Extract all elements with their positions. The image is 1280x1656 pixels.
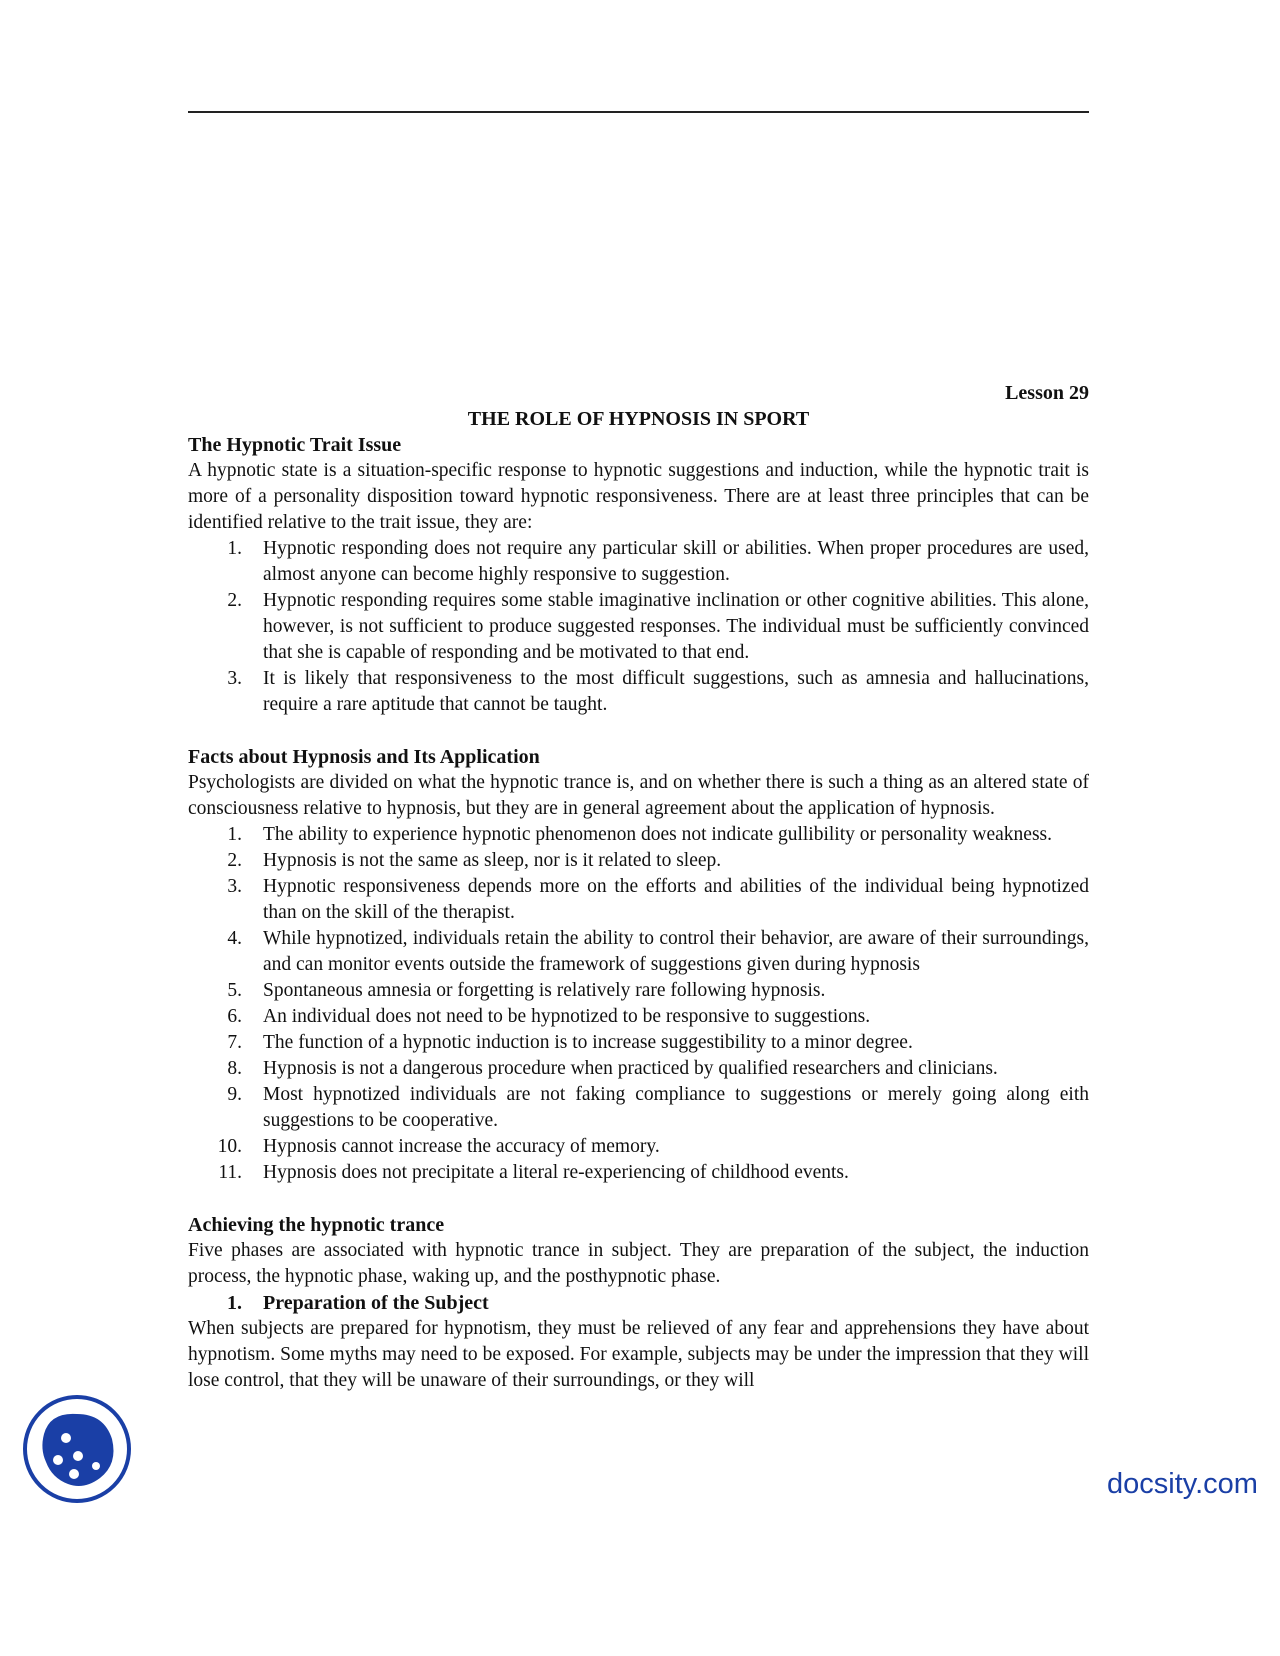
list-item	[188, 1134, 1089, 1160]
list-text: Hypnosis does not precipitate a literal re-experiencing of childhood events.	[263, 1162, 849, 1183]
section-intro-facts: Psychologists are divided on what the hypnotic trance is, and on whether there is such a thing as an altered state of consciousness relative to hypnosis, but they are in general agreement about the application of hypnosis.	[188, 772, 1089, 819]
lesson-number: Lesson 29	[1005, 382, 1089, 404]
list-number: 6.	[227, 1006, 242, 1027]
list-number: 8.	[227, 1058, 242, 1079]
list-number: 2.	[227, 590, 242, 611]
list-item	[188, 1082, 1089, 1134]
list-text: The function of a hypnotic induction is to increase suggestibility to a minor degree.	[263, 1032, 913, 1053]
list-text: Hypnosis is not a dangerous procedure when practiced by qualified researchers and clinicians.	[263, 1058, 998, 1079]
list-number: 3.	[227, 668, 242, 689]
list-text: Hypnosis is not the same as sleep, nor is it related to sleep.	[263, 850, 722, 871]
sub-heading-number: 1.	[227, 1292, 242, 1314]
list-item	[188, 848, 1089, 874]
sub-heading-text: Preparation of the Subject	[263, 1292, 489, 1314]
list-text: Hypnotic responsiveness depends more on the efforts and abilities of the individual being hypnotized than on the skill of the therapist.	[263, 876, 1089, 923]
header-rule	[188, 111, 1089, 113]
list-text: Spontaneous amnesia or forgetting is relatively rare following hypnosis.	[263, 980, 826, 1001]
brand-watermark[interactable]: docsity.com	[1107, 1468, 1258, 1500]
section-intro-trait: A hypnotic state is a situation-specific response to hypnotic suggestions and induction, while the hypnotic trait is more of a personality disposition toward hypnotic responsiveness. There are at least three principles that can be identified relative to the trait issue, they are:	[188, 460, 1089, 533]
list-text: Most hypnotized individuals are not faking compliance to suggestions or merely going along eith suggestions to be cooperative.	[263, 1084, 1089, 1131]
list-number: 7.	[227, 1032, 242, 1053]
list-text: Hypnotic responding does not require any particular skill or abilities. When proper procedures are used, almost anyone can become highly responsive to suggestion.	[263, 538, 1089, 585]
section-heading-trait: The Hypnotic Trait Issue	[188, 434, 402, 456]
list-number: 5.	[227, 980, 242, 1001]
section-heading-trance: Achieving the hypnotic trance	[188, 1214, 445, 1236]
list-item	[188, 874, 1089, 926]
list-number: 11.	[218, 1162, 242, 1183]
list-item	[188, 1056, 1089, 1082]
list-text: While hypnotized, individuals retain the ability to control their behavior, are aware of their surroundings, and can monitor events outside the framework of suggestions given during hypnosis	[263, 928, 1089, 975]
list-item	[188, 588, 1089, 666]
list-number: 2.	[227, 850, 242, 871]
list-item	[188, 666, 1089, 718]
preparation-body: When subjects are prepared for hypnotism, they must be relieved of any fear and apprehensions they have about hypnotism. Some myths may need to be exposed. For example, subjects may be under the impression that they will lose control, that they will be unaware of their surroundings, or they will	[188, 1318, 1089, 1391]
document-body	[188, 380, 1089, 1394]
section-intro-trance: Five phases are associated with hypnotic trance in subject. They are preparation of the subject, the induction process, the hypnotic phase, waking up, and the posthypnotic phase.	[188, 1240, 1089, 1287]
list-item	[188, 1004, 1089, 1030]
trait-principles-list	[188, 536, 1089, 718]
list-item	[188, 822, 1089, 848]
list-item	[188, 536, 1089, 588]
list-item	[188, 1030, 1089, 1056]
list-item	[188, 978, 1089, 1004]
list-text: It is likely that responsiveness to the most difficult suggestions, such as amnesia and hallucinations, require a rare aptitude that cannot be taught.	[263, 668, 1089, 715]
list-number: 10.	[217, 1136, 242, 1157]
list-number: 9.	[227, 1084, 242, 1105]
section-heading-facts: Facts about Hypnosis and Its Application	[188, 746, 540, 768]
list-item	[188, 1160, 1089, 1186]
list-number: 1.	[227, 538, 242, 559]
facts-list	[188, 822, 1089, 1186]
list-number: 4.	[227, 928, 242, 949]
list-number: 3.	[227, 876, 242, 897]
list-text: An individual does not need to be hypnotized to be responsive to suggestions.	[263, 1006, 871, 1027]
list-item	[188, 926, 1089, 978]
list-text: Hypnosis cannot increase the accuracy of memory.	[263, 1136, 660, 1157]
list-text: Hypnotic responding requires some stable imaginative inclination or other cognitive abilities. This alone, however, is not sufficient to produce suggested responses. The individual must be sufficiently convinced that she is capable of responding and be motivated to that end.	[263, 590, 1089, 663]
list-text: The ability to experience hypnotic phenomenon does not indicate gullibility or personality weakness.	[263, 824, 1053, 845]
sub-heading-preparation	[188, 1290, 1089, 1316]
document-title: THE ROLE OF HYPNOSIS IN SPORT	[467, 408, 810, 430]
list-number: 1.	[227, 824, 242, 845]
docsity-logo-icon[interactable]	[22, 1394, 132, 1504]
